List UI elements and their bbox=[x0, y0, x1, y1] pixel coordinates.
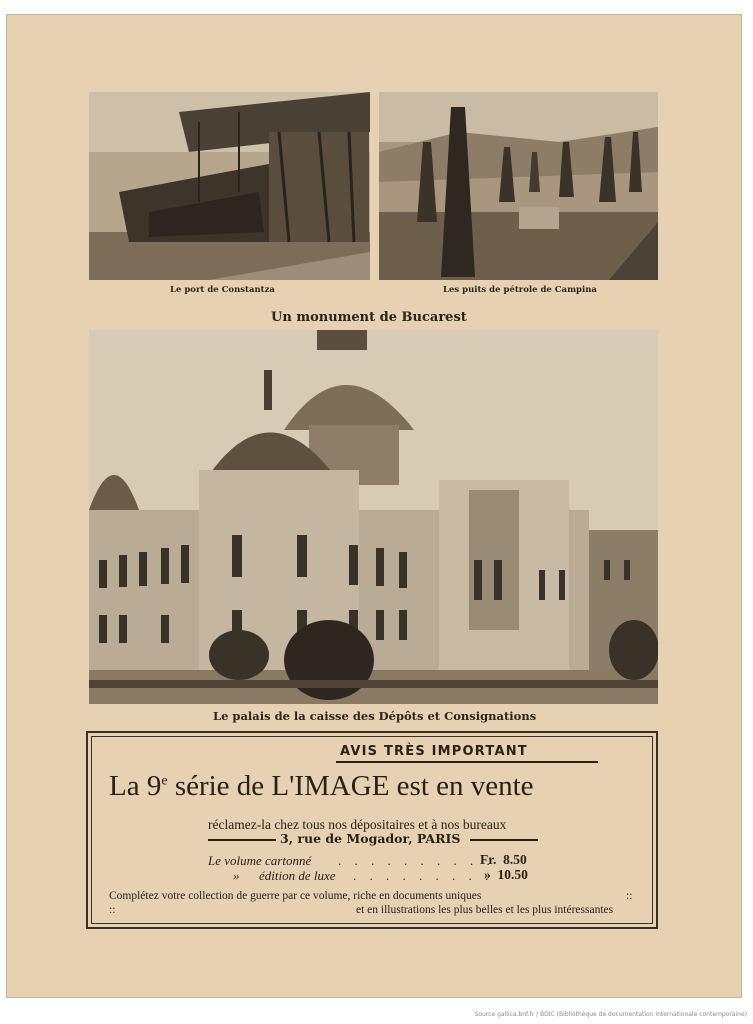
notice-subline: réclamez-la chez tous nos dépositaires et à nos bureaux bbox=[208, 817, 507, 832]
notice-title-underline bbox=[336, 761, 598, 763]
price-label-2: » édition de luxe bbox=[233, 868, 336, 883]
notice-headline bbox=[109, 770, 534, 803]
notice-footer-line2: et en illustrations les plus belles et les plus intéressantes bbox=[356, 904, 614, 916]
price-dots-2: . . . . . . . . . bbox=[353, 868, 494, 883]
notice-footer-line1: Complétez votre collection de guerre par ce volume, riche en documents uniques bbox=[109, 890, 482, 902]
notice-title: AVIS TRÈS IMPORTANT bbox=[340, 744, 528, 759]
photo-port-constantza bbox=[89, 92, 370, 280]
section-heading: Un monument de Bucarest bbox=[271, 310, 467, 325]
notice-box bbox=[86, 731, 658, 929]
notice-footer-line1-end: :: bbox=[626, 890, 633, 902]
price-value-1: Fr. 8.50 bbox=[480, 852, 527, 867]
caption-port: Le port de Constantza bbox=[170, 285, 275, 295]
caption-oil-wells: Les puits de pétrole de Campina bbox=[443, 285, 597, 295]
headline-sup: e bbox=[161, 773, 168, 789]
address-rule-left bbox=[208, 839, 276, 841]
source-credit: Source gallica.bnf.fr / BDIC (Bibliothèque de documentation internationale contemporaine) bbox=[474, 1011, 747, 1018]
photo-palace-bucharest bbox=[89, 330, 658, 704]
price-value-2: » 10.50 bbox=[484, 867, 528, 882]
photo-oil-wells-campina bbox=[379, 92, 658, 280]
notice-address: 3, rue de Mogador, PARIS bbox=[280, 831, 461, 846]
notice-footer-line2-start: :: bbox=[109, 904, 116, 916]
price-label-1: Le volume cartonné bbox=[208, 853, 312, 868]
price-dots-1: . . . . . . . . . . bbox=[338, 853, 495, 868]
headline-pre: La 9 bbox=[109, 770, 162, 802]
caption-palace: Le palais de la caisse des Dépôts et Consignations bbox=[213, 709, 537, 723]
headline-post: série de L'IMAGE est en vente bbox=[167, 770, 534, 802]
address-rule-right bbox=[470, 839, 538, 841]
